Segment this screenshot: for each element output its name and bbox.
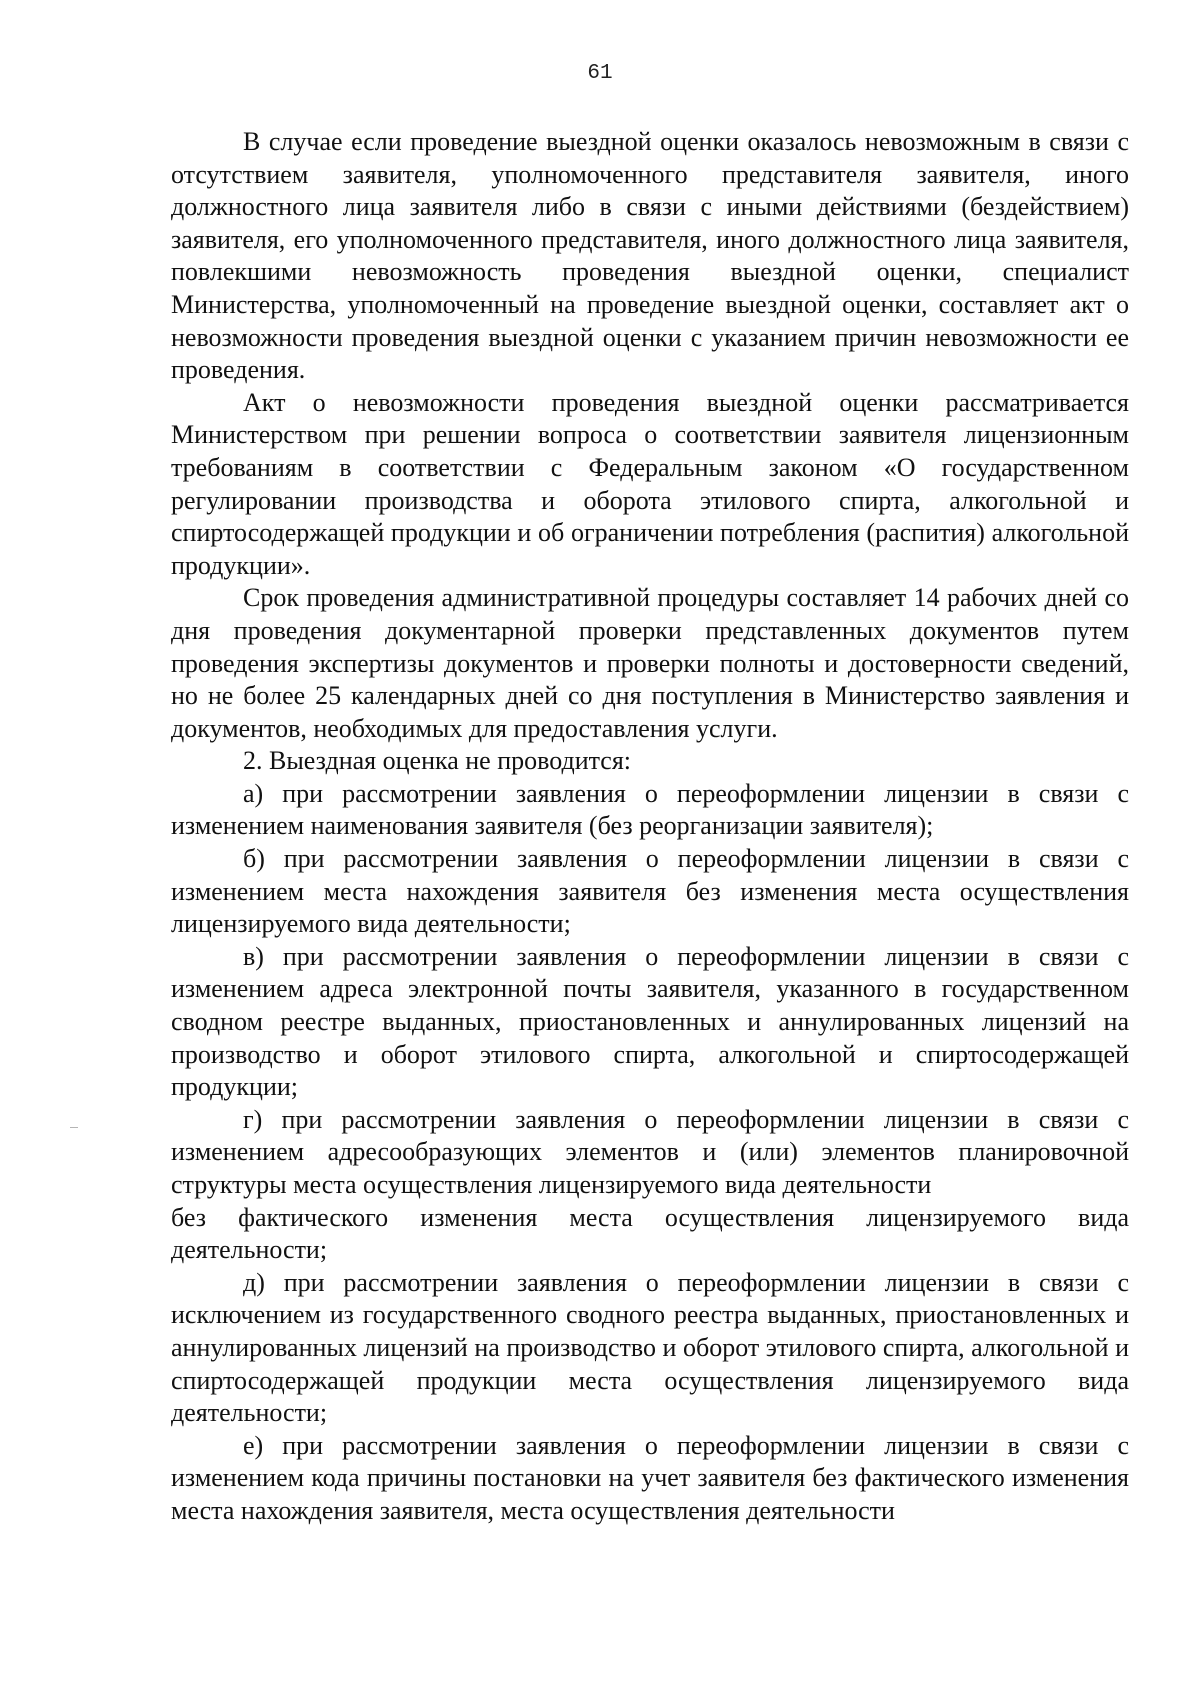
list-item-b: б) при рассмотрении заявления о переоформлении лицензии в связи с изменением места нахождения заявителя без изменения места осуществления лицензируемого вида деятельности; (171, 844, 1129, 939)
paragraph-act-review: Акт о невозможности проведения выездной оценки рассматривается Министерством при решении вопроса о соответствии заявителя лицензионным требованиям в соответствии с Федеральным законом «О государственном регулировании производства и оборота этилового спирта, алкогольной и спиртосодержащей продукции и об ограничении потребления (распития) алкогольной продукции». (171, 387, 1129, 580)
list-item-e: е) при рассмотрении заявления о переоформлении лицензии в связи с изменением кода причины постановки на учет заявителя без фактического изменения места нахождения заявителя, места осуществления деятельности (171, 1430, 1129, 1525)
margin-mark (70, 1127, 78, 1128)
list-item-d: д) при рассмотрении заявления о переоформлении лицензии в связи с исключением из государственного сводного реестра выданных, приостановленных и аннулированных лицензий на производство и оборот этилового спирта, алкогольной и спиртосодержащей продукции места осуществления лицензируемого вида деятельности; (171, 1267, 1129, 1428)
document-body (171, 126, 1129, 1528)
list-item-g-continuation: без фактического изменения места осуществления лицензируемого вида деятельности; (171, 1202, 1129, 1265)
list-item-v: в) при рассмотрении заявления о переоформлении лицензии в связи с изменением адреса электронной почты заявителя, указанного в государственном сводном реестре выданных, приостановленных и аннулированных лицензий на производство и оборот этилового спирта, алкогольной и спиртосодержащей продукции; (171, 941, 1129, 1102)
paragraph-item-2: 2. Выездная оценка не проводится: (243, 746, 632, 776)
list-item-g: г) при рассмотрении заявления о переоформлении лицензии в связи с изменением адресообразующих элементов и (или) элементов планировочной структуры места осуществления лицензируемого вида деятельности (171, 1104, 1129, 1199)
paragraph-field-assessment-impossible: В случае если проведение выездной оценки оказалось невозможным в связи с отсутствием заявителя, уполномоченного представителя заявителя, иного должностного лица заявителя либо в связи с иными действиями (бездействием) заявителя, его уполномоченного представителя, иного должностного лица заявителя, повлекшими невозможность проведения выездной оценки, специалист Министерства, уполномоченный на проведение выездной оценки, составляет акт о невозможности проведения выездной оценки с указанием причин невозможности ее проведения. (171, 127, 1129, 385)
paragraph-procedure-term: Срок проведения административной процедуры составляет 14 рабочих дней со дня проведения документарной проверки представленных документов путем проведения экспертизы документов и проверки полноты и достоверности сведений, но не более 25 календарных дней со дня поступления в Министерство заявления и документов, необходимых для предоставления услуги. (171, 583, 1129, 743)
list-item-a: а) при рассмотрении заявления о переоформлении лицензии в связи с изменением наименования заявителя (без реорганизации заявителя); (171, 778, 1129, 841)
page-number: 61 (587, 62, 613, 85)
